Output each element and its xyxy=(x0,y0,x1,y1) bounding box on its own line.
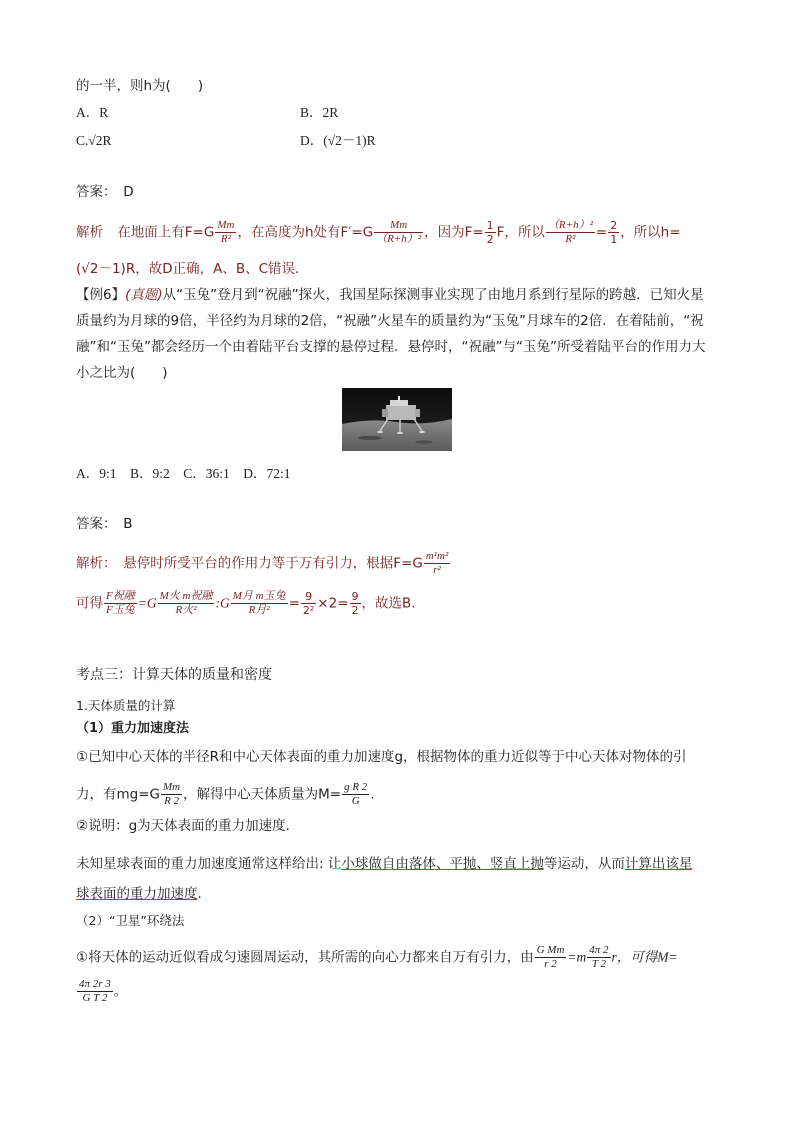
ex6-fraction: $\frac{9}{2}$ xyxy=(351,590,359,617)
ex6-analysis-text: :G xyxy=(215,595,230,611)
kp3-sub1: 1.天体质量的计算 xyxy=(76,698,176,713)
kp3-m2-line1 xyxy=(76,944,678,971)
ex6-fraction: $\frac{\text{F祝融}}{\text{F玉兔}}$ xyxy=(106,590,135,616)
kp3-underlined-text: 球表面的重力加速度 xyxy=(76,886,198,902)
kp3-fraction: $\frac{\text{G Mm}}{r 2}$ xyxy=(536,944,565,970)
q5-analysis-line2: (√2－1)R，故D正确，A、B、C错误． xyxy=(76,261,309,277)
kp3-fraction: $\frac{\text{g R 2}}{G}$ xyxy=(344,781,368,807)
kp3-text: . xyxy=(197,886,202,902)
ex6-answer: 答案： B xyxy=(76,516,133,532)
kp3-unknown-line2 xyxy=(76,884,202,904)
kp3-text: 等运动，从而 xyxy=(543,856,625,872)
kp3-text: 未知星球表面的重力加速度通常这样给出: 让 xyxy=(76,856,342,872)
kp3-m1-line2 xyxy=(76,781,375,808)
ex6-analysis-text: =G xyxy=(137,595,157,611)
ex6-line1-text: 从“玉兔”登月到“祝融”探火，我国星际探测事业实现了由地月系到行星际的跨越．已知火星 xyxy=(162,287,704,303)
q5-analysis-text: 在地面上有F=G xyxy=(117,224,215,241)
q5-fraction: $\frac{1}{2}$ xyxy=(486,219,494,246)
ex6-fraction: $\frac{\text{M火 m祝融}}{\text{R火²}}$ xyxy=(159,590,213,616)
ex6-tag: 【例6】 xyxy=(76,287,126,303)
q5-analysis-text: F，所以 xyxy=(496,224,545,241)
kp3-m1-note: ②说明：g为天体表面的重力加速度． xyxy=(76,818,300,834)
ex6-line1 xyxy=(76,285,704,305)
ex6-analysis-line2 xyxy=(76,590,416,617)
q5-fraction: $\frac{Mm}{\text{R²}}$ xyxy=(217,219,235,245)
q5-fraction: $\frac{Mm}{\text{（R+h）²}}$ xyxy=(376,219,422,245)
equals-sign: = xyxy=(595,224,608,241)
kp3-underlined-text: 小球做自由落体、平抛、竖直上抛 xyxy=(341,856,544,872)
lander-photo xyxy=(342,388,452,451)
q5-analysis-text: ，因为F= xyxy=(424,224,484,241)
q5-fraction: $\frac{2}{1}$ xyxy=(610,219,618,246)
ex6-tag-sub: (真题) xyxy=(125,287,163,303)
ex6-options: A．9:1 B．9:2 C．36:1 D．72:1 xyxy=(76,466,291,481)
kp3-text: r，可得M= xyxy=(611,949,678,965)
ex6-fraction: $\frac{\text{M月 m玉兔}}{\text{R月²}}$ xyxy=(232,590,286,616)
q5-option-c: C.√2R xyxy=(76,133,112,148)
kp3-text: =m xyxy=(567,949,587,965)
ex6-line3: 融”和“玉兔”都会经历一个由着陆平台支撑的悬停过程．悬停时，“祝融”与“玉兔”所受着陆平台的作用力大 xyxy=(76,339,706,355)
ex6-fraction: $\frac{\text{m¹m²}}{\text{r²}}$ xyxy=(425,550,449,576)
q5-stem-tail: 的一半，则h为( ) xyxy=(76,78,204,94)
kp3-text: ①将天体的运动近似看成匀速圆周运动，其所需的向心力都来自万有引力，由 xyxy=(76,949,534,966)
ex6-line4: 小之比为( ) xyxy=(76,365,168,381)
q5-option-b: B．2R xyxy=(300,105,339,120)
ex6-analysis-text: ×2= xyxy=(317,595,349,612)
kp3-text: 力，有mg=G xyxy=(76,786,160,803)
kp3-m1-line1: ①已知中心天体的半径R和中心天体表面的重力加速度g，根据物体的重力近似等于中心天体对物体的引 xyxy=(76,749,687,765)
kp3-text: ，解得中心天体质量为M= xyxy=(183,786,342,803)
kp3-m2-line2 xyxy=(76,978,127,1005)
kp3-fraction: $\frac{4\pi 2}{T 2}$ xyxy=(589,944,609,970)
q5-analysis-text: ，所以h= xyxy=(620,224,681,241)
kp3-unknown-line1 xyxy=(76,854,692,874)
ex6-analysis-text: ，故选B. xyxy=(361,595,416,612)
q5-analysis-text: ，在高度为h处有F′=G xyxy=(237,224,374,241)
q5-answer: 答案： D xyxy=(76,184,134,200)
q5-analysis-label: 解析 xyxy=(76,224,103,241)
q5-analysis-line1 xyxy=(76,219,681,246)
q5-option-d: D．(√2－1)R xyxy=(300,133,376,148)
kp3-heading: 考点三：计算天体的质量和密度 xyxy=(76,667,272,683)
kp3-text: . xyxy=(370,786,375,803)
q5-option-a: A．R xyxy=(76,105,109,120)
kp3-fraction: $\frac{4\pi 2r 3}{\text{G T 2}}$ xyxy=(79,978,111,1004)
kp3-method2: （2）“卫星”环绕法 xyxy=(76,913,185,928)
ex6-fraction: $\frac{9}{\text{2²}}$ xyxy=(302,590,315,617)
kp3-fraction: $\frac{Mm}{R 2}$ xyxy=(163,781,181,807)
equals-sign: = xyxy=(288,595,300,612)
ex6-analysis-text: 解析： 悬停时所受平台的作用力等于万有引力，根据F=G xyxy=(76,555,423,572)
q5-fraction: $\frac{\text{（R+h）²}}{\text{R²}}$ xyxy=(547,219,593,245)
ex6-line2: 质量约为月球的9倍，半径约为月球的2倍，“祝融”火星车的质量约为“玉兔”月球车的2倍．在着陆前，“祝 xyxy=(76,313,704,329)
kp3-underlined-text: 计算出该星 xyxy=(624,856,693,872)
kp3-text: 。 xyxy=(113,983,128,1000)
ex6-analysis-line1 xyxy=(76,550,451,577)
ex6-analysis-text: 可得 xyxy=(76,595,103,612)
kp3-method1: （1）重力加速度法 xyxy=(76,721,190,736)
